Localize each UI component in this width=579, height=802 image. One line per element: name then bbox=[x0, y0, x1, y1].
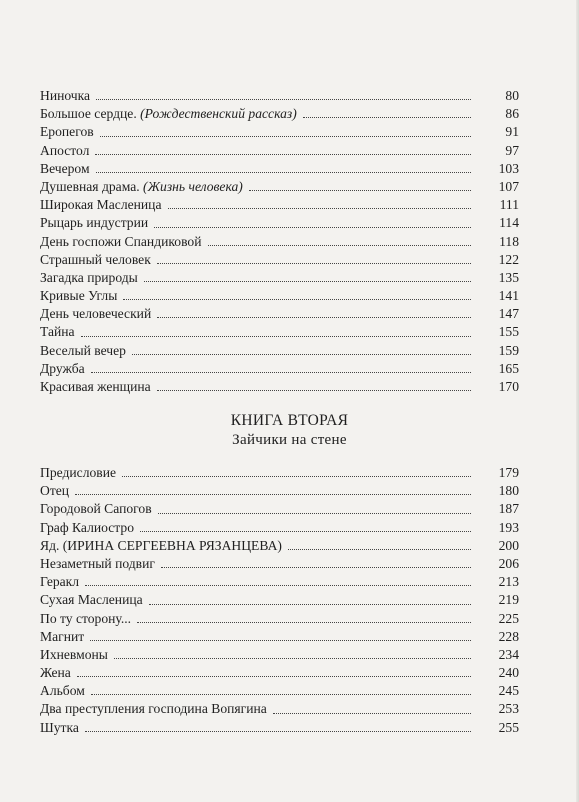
toc-entry bbox=[40, 360, 519, 378]
toc-entry bbox=[40, 160, 519, 178]
dot-leader bbox=[75, 493, 471, 495]
toc-entry-title bbox=[40, 719, 79, 737]
toc-entry bbox=[40, 610, 519, 628]
toc-entry bbox=[40, 482, 519, 500]
toc-entry-page-number: 80 bbox=[505, 88, 519, 103]
toc-entry-title bbox=[40, 537, 282, 555]
toc-entry-title bbox=[40, 378, 151, 396]
toc-entry bbox=[40, 464, 519, 482]
toc-entry-title bbox=[40, 323, 75, 341]
dot-leader bbox=[100, 135, 471, 137]
toc-entry bbox=[40, 378, 519, 396]
toc-entry-title bbox=[40, 482, 69, 500]
dot-leader bbox=[81, 335, 471, 337]
toc-entry-title-text: По ту сторону... bbox=[40, 610, 132, 626]
toc-entry bbox=[40, 700, 519, 718]
dot-leader bbox=[140, 530, 471, 532]
book-title: КНИГА ВТОРАЯ bbox=[230, 412, 349, 429]
toc-entry-title-text: Вечером bbox=[40, 160, 90, 176]
toc-entry bbox=[40, 196, 519, 214]
toc-entry-page-number: 219 bbox=[498, 592, 519, 608]
toc-entry-title bbox=[40, 105, 297, 123]
toc-list-part-two bbox=[40, 464, 519, 737]
toc-entry-page-number: 91 bbox=[505, 124, 519, 140]
toc-entry-title-text: Большое сердце. bbox=[40, 106, 141, 122]
toc-entry-page-number: 180 bbox=[498, 483, 519, 499]
toc-entry-title bbox=[40, 123, 94, 141]
toc-entry-title bbox=[40, 573, 79, 591]
toc-entry-page-number: 225 bbox=[498, 610, 519, 626]
toc-entry-page-number: 179 bbox=[498, 465, 519, 480]
dot-leader bbox=[273, 712, 471, 714]
toc-entry-page-number: 155 bbox=[498, 324, 519, 340]
toc-entry-page-number: 200 bbox=[498, 537, 519, 553]
dot-leader bbox=[158, 512, 471, 514]
toc-entry-title bbox=[40, 700, 267, 718]
toc-entry-page-number: 107 bbox=[498, 178, 519, 194]
toc-entry-title-text: День человеческий bbox=[40, 306, 152, 322]
toc-entry-title bbox=[40, 251, 151, 269]
dot-leader bbox=[91, 371, 471, 373]
dot-leader bbox=[132, 353, 471, 355]
toc-entry-page-number: 165 bbox=[498, 360, 519, 376]
toc-entry-title bbox=[40, 682, 85, 700]
book-subtitle: Зайчики на стене bbox=[232, 432, 347, 448]
toc-entry-title-text: Альбом bbox=[40, 683, 85, 699]
toc-entry-page-number: 187 bbox=[498, 501, 519, 517]
toc-entry bbox=[40, 269, 519, 287]
toc-entry bbox=[40, 664, 519, 682]
toc-entry-title-text: Дружба bbox=[40, 360, 85, 376]
dot-leader bbox=[157, 389, 471, 391]
dot-leader bbox=[123, 298, 471, 300]
dot-leader bbox=[91, 693, 471, 695]
toc-entry-title bbox=[40, 519, 134, 537]
toc-entry bbox=[40, 105, 519, 123]
toc-entry-page-number: 228 bbox=[498, 628, 519, 644]
toc-entry-title bbox=[40, 214, 148, 232]
toc-entry-title-text: Городовой Сапогов bbox=[40, 501, 152, 517]
dot-leader bbox=[249, 189, 471, 191]
dot-leader bbox=[288, 548, 471, 550]
toc-entry-title bbox=[40, 269, 138, 287]
dot-leader bbox=[154, 226, 471, 228]
toc-entry-page-number: 170 bbox=[498, 379, 519, 394]
dot-leader bbox=[157, 316, 471, 318]
toc-entry bbox=[40, 251, 519, 269]
toc-entry bbox=[40, 519, 519, 537]
toc-entry-page-number: 114 bbox=[499, 215, 519, 231]
toc-entry bbox=[40, 682, 519, 700]
toc-entry-title-text: День госпожи Спандиковой bbox=[40, 233, 202, 249]
dot-leader bbox=[161, 566, 471, 568]
toc-entry-page-number: 193 bbox=[498, 519, 519, 535]
toc-entry bbox=[40, 628, 519, 646]
dot-leader bbox=[208, 244, 472, 246]
toc-entry-title bbox=[40, 305, 151, 323]
dot-leader bbox=[90, 639, 471, 641]
toc-entry-title bbox=[40, 196, 162, 214]
toc-entry-title-text: Апостол bbox=[40, 142, 90, 158]
toc-entry-title-text: Магнит bbox=[40, 628, 85, 644]
toc-entry-title-text: Два преступления господина Вопягина bbox=[40, 701, 267, 717]
toc-entry bbox=[40, 646, 519, 664]
toc-entry-title bbox=[40, 233, 202, 251]
toc-entry-page-number: 253 bbox=[498, 701, 519, 717]
dot-leader bbox=[149, 603, 471, 605]
toc-entry-title-text: Яд. (ИРИНА СЕРГЕЕВНА РЯЗАНЦЕВА) bbox=[40, 537, 282, 553]
dot-leader bbox=[144, 280, 471, 282]
toc-entry-title-text: Шутка bbox=[40, 719, 79, 735]
toc-entry bbox=[40, 214, 519, 232]
toc-entry-page-number: 206 bbox=[498, 555, 519, 571]
toc-entry-title bbox=[40, 178, 243, 196]
toc-entry-page-number: 135 bbox=[498, 269, 519, 285]
dot-leader bbox=[137, 621, 471, 623]
toc-entry-page-number: 213 bbox=[498, 574, 519, 590]
toc-entry bbox=[40, 555, 519, 573]
toc-entry bbox=[40, 287, 519, 305]
toc-entry-title-text: Геракл bbox=[40, 574, 80, 590]
dot-leader bbox=[85, 584, 471, 586]
toc-entry-title-text: Загадка природы bbox=[40, 269, 138, 285]
toc-entry-page-number: 240 bbox=[498, 665, 519, 681]
toc-entry-title bbox=[40, 360, 85, 378]
dot-leader bbox=[96, 171, 471, 173]
toc-entry-title bbox=[40, 87, 90, 105]
toc-entry bbox=[40, 233, 519, 251]
toc-entry bbox=[40, 573, 519, 591]
dot-leader bbox=[95, 153, 471, 155]
toc-entry-title-text: Граф Калиостро bbox=[40, 519, 135, 535]
toc-entry-page-number: 111 bbox=[499, 197, 519, 213]
toc-entry bbox=[40, 323, 519, 341]
toc-entry-title bbox=[40, 610, 131, 628]
dot-leader bbox=[303, 116, 471, 118]
toc-entry-title-text: Предисловие bbox=[40, 465, 117, 480]
dot-leader bbox=[122, 475, 471, 477]
toc-entry bbox=[40, 591, 519, 609]
toc-entry-title-text: Широкая Масленица bbox=[40, 197, 162, 213]
toc-entry-title-text: Красивая женщина bbox=[40, 379, 151, 394]
toc-entry-title-text: Еропегов bbox=[40, 124, 94, 140]
toc-entry-title-text: Жена bbox=[40, 665, 71, 681]
dot-leader bbox=[96, 98, 471, 100]
toc-entry bbox=[40, 500, 519, 518]
toc-entry-page-number: 141 bbox=[498, 288, 519, 304]
dot-leader bbox=[168, 207, 472, 209]
toc-entry-subtitle: (Жизнь человека) bbox=[143, 178, 243, 194]
toc-entry bbox=[40, 342, 519, 360]
toc-entry-title bbox=[40, 591, 143, 609]
toc-entry-page-number: 147 bbox=[498, 306, 519, 322]
toc-entry-title-text: Страшный человек bbox=[40, 251, 151, 267]
toc-entry-title-text: Сухая Масленица bbox=[40, 592, 143, 608]
toc-entry-title-text: Незаметный подвиг bbox=[40, 555, 155, 571]
toc-entry-title-text: Душевная драма. bbox=[40, 178, 144, 194]
toc-entry-page-number: 159 bbox=[498, 342, 519, 358]
toc-entry-title-text: Ихневмоны bbox=[40, 646, 108, 662]
toc-entry-title bbox=[40, 628, 84, 646]
toc-entry-page-number: 118 bbox=[499, 233, 519, 249]
toc-entry-page-number: 245 bbox=[498, 683, 519, 699]
toc-entry-title-text: Веселый вечер bbox=[40, 342, 126, 358]
toc-entry-title-text: Рыцарь индустрии bbox=[40, 215, 149, 231]
toc-entry-title bbox=[40, 555, 155, 573]
toc-entry bbox=[40, 87, 519, 105]
toc-entry-title-text: Ниночка bbox=[40, 88, 91, 103]
toc-entry-title bbox=[40, 342, 126, 360]
dot-leader bbox=[114, 657, 471, 659]
toc-entry-title bbox=[40, 500, 152, 518]
dot-leader bbox=[85, 730, 471, 732]
toc-entry-page-number: 255 bbox=[498, 719, 519, 735]
toc-list-part-one bbox=[40, 87, 519, 396]
toc-entry-page-number: 97 bbox=[505, 142, 519, 158]
toc-entry-title bbox=[40, 160, 90, 178]
toc-entry bbox=[40, 123, 519, 141]
toc-entry-title-text: Тайна bbox=[40, 324, 75, 340]
toc-entry bbox=[40, 142, 519, 160]
toc-entry-subtitle: (Рождественский рассказ) bbox=[140, 106, 297, 122]
toc-entry bbox=[40, 719, 519, 737]
dot-leader bbox=[157, 262, 471, 264]
toc-entry bbox=[40, 178, 519, 196]
toc-entry-title-text: Отец bbox=[40, 483, 70, 499]
toc-entry-title-text: Кривые Углы bbox=[40, 288, 118, 304]
toc-entry-page-number: 86 bbox=[505, 106, 519, 122]
dot-leader bbox=[77, 675, 471, 677]
toc-entry-page-number: 103 bbox=[498, 160, 519, 176]
toc-entry bbox=[40, 537, 519, 555]
toc-entry bbox=[40, 305, 519, 323]
toc-entry-title bbox=[40, 664, 71, 682]
toc-entry-title bbox=[40, 464, 116, 482]
toc-entry-title bbox=[40, 142, 89, 160]
toc-entry-page-number: 122 bbox=[498, 251, 519, 267]
toc-entry-page-number: 234 bbox=[498, 646, 519, 662]
toc-entry-title bbox=[40, 287, 117, 305]
toc-entry-title bbox=[40, 646, 108, 664]
